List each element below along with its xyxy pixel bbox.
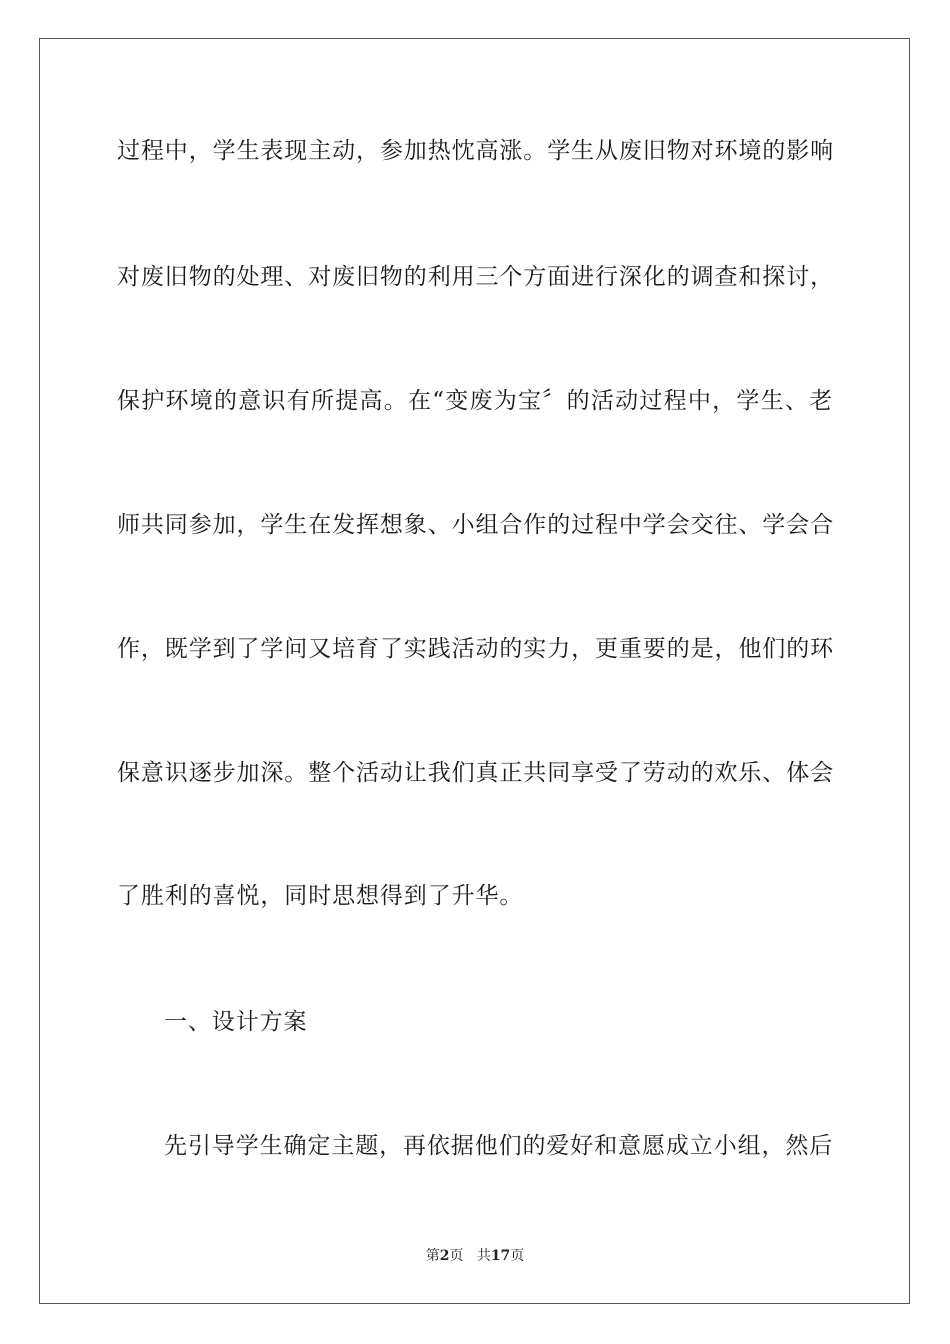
body-line-6: 保意识逐步加深。整个活动让我们真正共同享受了劳动的欢乐、体会: [117, 760, 834, 786]
body-line-4: 师共同参加，学生在发挥想象、小组合作的过程中学会交往、学会合: [117, 512, 834, 538]
body-line-5: 作，既学到了学问又培育了实践活动的实力，更重要的是，他们的环: [117, 636, 834, 662]
section-heading: 一、设计方案: [164, 1009, 308, 1035]
footer-page-suffix: 页: [449, 1248, 464, 1264]
page-footer: [0, 1247, 950, 1265]
footer-page-number: 2: [439, 1248, 450, 1264]
body-line-3: 保护环境的意识有所提高。在“变废为宝〞的活动过程中，学生、老: [117, 388, 833, 414]
footer-page-prefix: 第: [425, 1248, 440, 1264]
section-paragraph-line-1: 先引导学生确定主题，再依据他们的爱好和意愿成立小组，然后: [164, 1133, 834, 1159]
body-line-1: 过程中，学生表现主动，参加热忱高涨。学生从废旧物对环境的影响: [117, 138, 834, 164]
footer-total-prefix: 共: [476, 1248, 491, 1264]
footer-total-pages: 17: [490, 1248, 511, 1264]
body-line-2: 对废旧物的处理、对废旧物的利用三个方面进行深化的调查和探讨，: [117, 264, 834, 290]
footer-total-suffix: 页: [510, 1248, 525, 1264]
body-line-7: 了胜利的喜悦，同时思想得到了升华。: [117, 883, 524, 909]
page-border: [39, 38, 910, 1304]
